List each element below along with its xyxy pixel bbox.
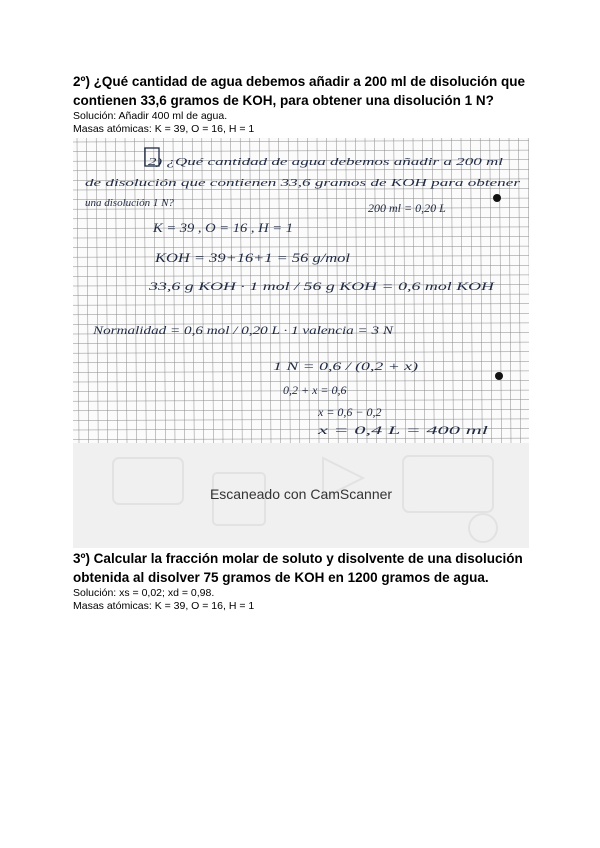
- problem-3-solution: Solución: xs = 0,02; xd = 0,98.: [73, 587, 215, 599]
- handwriting-line-5: K = 39 , O = 16 , H = 1: [151, 220, 293, 235]
- handwriting-line-7: 33,6 g KOH · 1 mol / 56 g KOH = 0,6 mol KOH: [147, 279, 496, 293]
- handwriting-line-12: x = 0,4 L = 400 ml: [316, 423, 490, 437]
- handwriting-line-8: Normalidad = 0,6 mol / 0,20 L · 1 valencia = 3 N: [91, 323, 395, 337]
- handwriting-line-4: 200 ml = 0,20 L: [368, 201, 446, 215]
- problem-3-title-line-2: obtenida al disolver 75 gramos de KOH en 1200 gramos de agua.: [73, 570, 489, 585]
- problem-2-title-line-1: 2º) ¿Qué cantidad de agua debemos añadir a 200 ml de disolución que: [73, 74, 526, 89]
- handwriting-line-3: una disolución 1 N?: [85, 197, 174, 209]
- scanned-handwritten-solution: [73, 138, 529, 548]
- problem-2-atomic-masses: Masas atómicas: K = 39, O = 16, H = 1: [73, 123, 255, 135]
- handwriting-line-10: 0,2 + x = 0,6: [283, 383, 347, 397]
- camscanner-watermark: Escaneado con CamScanner: [209, 486, 393, 502]
- handwriting-line-11: x = 0,6 − 0,2: [318, 405, 382, 419]
- problem-3-title: [73, 549, 543, 587]
- problem-2-title-line-2: contienen 33,6 gramos de KOH, para obtener una disolución 1 N?: [73, 93, 494, 108]
- problem-3-atomic-masses: Masas atómicas: K = 39, O = 16, H = 1: [73, 600, 255, 612]
- handwriting-line-1: 2) ¿Qué cantidad de agua debemos añadir a 200 ml: [148, 156, 503, 168]
- handwriting-line-6: KOH = 39+16+1 = 56 g/mol: [153, 250, 351, 265]
- problem-2-title: [73, 72, 543, 110]
- handwriting-line-2: de disolución que contienen 33,6 gramos de KOH para obtener: [85, 178, 521, 189]
- problem-2-solution: Solución: Añadir 400 ml de agua.: [73, 110, 228, 122]
- problem-3-title-line-1: 3º) Calcular la fracción molar de soluto y disolvente de una disolución: [73, 551, 523, 566]
- handwriting-line-9: 1 N = 0,6 / (0,2 + x): [273, 359, 418, 373]
